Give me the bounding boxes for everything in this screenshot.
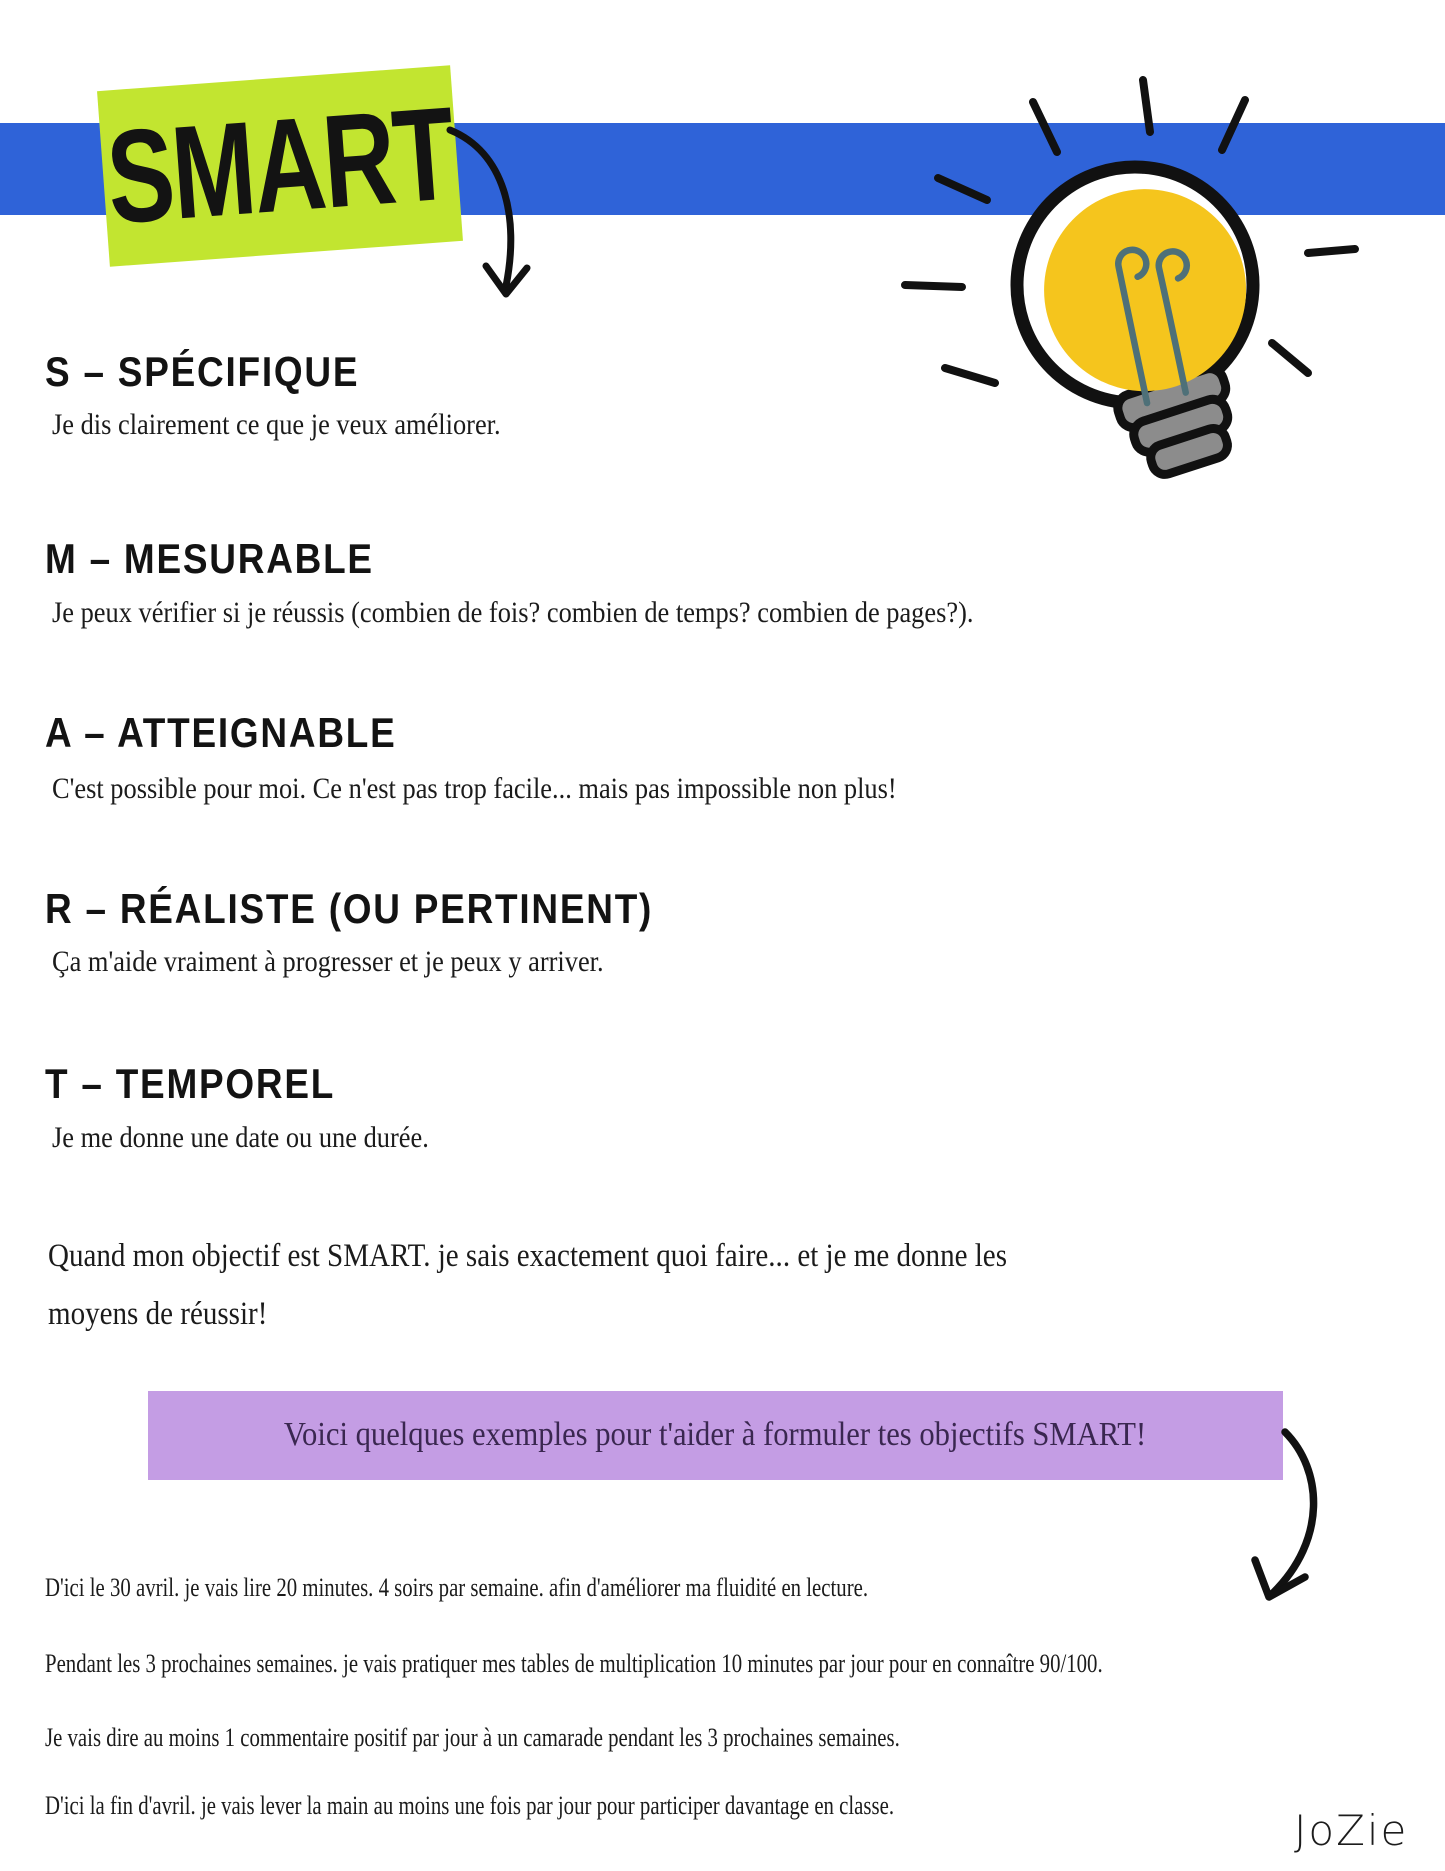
summary-line-1: Quand mon objectif est SMART. je sais exactement quoi faire... et je me donne les	[48, 1238, 1008, 1274]
example-goal-3: Je vais dire au moins 1 commentaire positif par jour à un camarade pendant les 3 prochaines semaines.	[45, 1723, 900, 1752]
section-heading-mesurable: M – MESURABLE	[45, 535, 374, 582]
example-goal-4: D'ici la fin d'avril. je vais lever la main au moins une fois par jour pour participer davantage en classe.	[45, 1791, 895, 1820]
section-heading-realiste: R – RÉALISTE (OU PERTINENT)	[45, 885, 654, 932]
examples-banner	[148, 1391, 1283, 1480]
section-description-realiste: Ça m'aide vraiment à progresser et je peux y arriver.	[52, 945, 604, 978]
lightbulb-icon	[860, 25, 1370, 495]
section-description-atteignable: C'est possible pour moi. Ce n'est pas trop facile... mais pas impossible non plus!	[52, 772, 897, 805]
author-signature: JoZie	[1294, 1806, 1409, 1855]
curved-arrow-down-icon	[1245, 1425, 1355, 1610]
section-heading-specifique: S – SPÉCIFIQUE	[45, 348, 360, 395]
examples-banner-text: Voici quelques exemples pour t'aider à formuler tes objectifs SMART!	[284, 1416, 1147, 1454]
page-title: SMART	[102, 79, 458, 253]
smart-title-highlight	[97, 65, 463, 266]
example-goal-1: D'ici le 30 avril. je vais lire 20 minutes. 4 soirs par semaine. afin d'améliorer ma fluidité en lecture.	[45, 1573, 869, 1602]
section-heading-temporel: T – TEMPOREL	[45, 1060, 336, 1107]
section-description-temporel: Je me donne une date ou une durée.	[52, 1121, 429, 1154]
summary-line-2: moyens de réussir!	[48, 1296, 268, 1332]
section-description-mesurable: Je peux vérifier si je réussis (combien de fois? combien de temps? combien de pages?).	[52, 596, 974, 629]
section-description-specifique: Je dis clairement ce que je veux améliorer.	[52, 408, 501, 441]
section-heading-atteignable: A – ATTEIGNABLE	[45, 709, 397, 756]
curved-arrow-down-icon	[432, 118, 542, 323]
example-goal-2: Pendant les 3 prochaines semaines. je vais pratiquer mes tables de multiplication 10 minutes par jour pour en connaître 90/100.	[45, 1649, 1103, 1678]
